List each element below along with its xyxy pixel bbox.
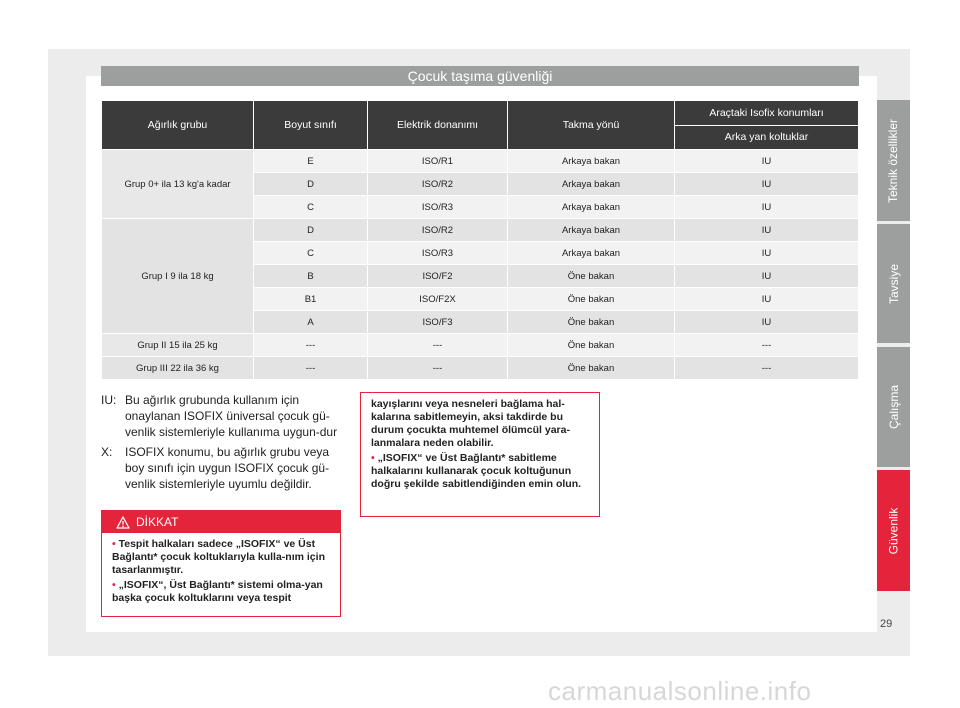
header-device: Elektrik donanımı xyxy=(368,101,507,149)
legend-item xyxy=(101,444,341,492)
device-cell: ISO/R2 xyxy=(368,173,507,195)
position-cell: IU xyxy=(675,219,858,241)
warning-item: • „ISOFIX“ ve Üst Bağlantı* sabitleme halkalarını kullanarak çocuk koltuğunun doğru şekilde sabitlendiğinden emin olun. xyxy=(371,452,582,490)
warning-item: • Tespit halkaları sadece „ISOFIX“ ve Üst Bağlantı* çocuk koltuklarıyla kulla-nım için tasarlanmıştır. xyxy=(112,538,325,576)
direction-cell: Arkaya bakan xyxy=(508,219,674,241)
warning-triangle-icon xyxy=(116,516,130,529)
size-cell: --- xyxy=(254,357,367,379)
position-cell: --- xyxy=(675,357,858,379)
header-rear-side-seats: Arka yan koltuklar xyxy=(675,126,858,150)
weight-group-cell: Grup III 22 ila 36 kg xyxy=(102,357,253,379)
table-row xyxy=(102,219,858,241)
direction-cell: Öne bakan xyxy=(508,357,674,379)
device-cell: --- xyxy=(368,357,507,379)
device-cell: ISO/R1 xyxy=(368,150,507,172)
direction-cell: Arkaya bakan xyxy=(508,242,674,264)
table-body xyxy=(102,150,858,379)
direction-cell: Öne bakan xyxy=(508,288,674,310)
header-direction: Takma yönü xyxy=(508,101,674,149)
table-row xyxy=(102,150,858,172)
watermark: carmanualsonline.info xyxy=(548,676,812,706)
tab-teknik-ozellikler[interactable]: Teknik özellikler xyxy=(877,100,910,221)
direction-cell: Arkaya bakan xyxy=(508,150,674,172)
position-cell: --- xyxy=(675,334,858,356)
direction-cell: Arkaya bakan xyxy=(508,196,674,218)
size-cell: C xyxy=(254,242,367,264)
legend-key: X: xyxy=(101,445,113,459)
header-weight-group: Ağırlık grubu xyxy=(102,101,253,149)
warning-box xyxy=(101,510,341,617)
device-cell: ISO/F2X xyxy=(368,288,507,310)
warning-continued-body xyxy=(361,393,599,491)
device-cell: ISO/R3 xyxy=(368,196,507,218)
warning-body xyxy=(102,533,340,605)
header-size-class: Boyut sınıfı xyxy=(254,101,367,149)
position-cell: IU xyxy=(675,196,858,218)
device-cell: --- xyxy=(368,334,507,356)
device-cell: ISO/R3 xyxy=(368,242,507,264)
direction-cell: Öne bakan xyxy=(508,311,674,333)
position-cell: IU xyxy=(675,265,858,287)
header-isofix-positions: Araçtaki Isofix konumları xyxy=(675,101,858,125)
size-cell: B xyxy=(254,265,367,287)
position-cell: IU xyxy=(675,173,858,195)
bullet-icon: • xyxy=(371,452,375,464)
direction-cell: Öne bakan xyxy=(508,334,674,356)
size-cell: D xyxy=(254,219,367,241)
tab-calisma[interactable]: Çalışma xyxy=(877,347,910,467)
device-cell: ISO/F3 xyxy=(368,311,507,333)
warning-title: DİKKAT xyxy=(136,515,179,529)
tab-guvenlik[interactable]: Güvenlik xyxy=(877,470,910,591)
device-cell: ISO/R2 xyxy=(368,219,507,241)
position-cell: IU xyxy=(675,150,858,172)
position-cell: IU xyxy=(675,288,858,310)
warning-continued-text: kayışlarını veya nesneleri bağlama hal-kalarına sabitlemeyin, aksi takdirde bu durum çocukta muhtemel ölümcül yara-lanmalara neden olabilir. xyxy=(371,398,570,449)
position-cell: IU xyxy=(675,311,858,333)
legend-item xyxy=(101,392,341,440)
tab-tavsiye[interactable]: Tavsiye xyxy=(877,224,910,343)
position-cell: IU xyxy=(675,242,858,264)
legend-key: IU: xyxy=(101,393,117,407)
size-cell: E xyxy=(254,150,367,172)
size-cell: --- xyxy=(254,334,367,356)
weight-group-cell: Grup II 15 ila 25 kg xyxy=(102,334,253,356)
table-row xyxy=(102,334,858,356)
direction-cell: Arkaya bakan xyxy=(508,173,674,195)
weight-group-cell: Grup 0+ ila 13 kg'a kadar xyxy=(102,150,253,218)
warning-item: • „ISOFIX“, Üst Bağlantı* sistemi olma-yan başka çocuk koltuklarını veya tespit xyxy=(112,579,323,604)
legend-text: Bu ağırlık grubunda kullanım için onaylanan ISOFIX üniversal çocuk gü-venlik sistemleriyle kullanıma uygun-dur xyxy=(125,393,338,439)
isofix-table xyxy=(101,100,859,380)
warning-continued-box xyxy=(360,392,600,517)
warning-header xyxy=(102,511,340,533)
bullet-icon: • xyxy=(112,538,116,550)
table-row xyxy=(102,357,858,379)
legend-text: ISOFIX konumu, bu ağırlık grubu veya boy sınıfı için uygun ISOFIX çocuk gü-venlik sistemleriyle uyumlu değildir. xyxy=(125,445,330,491)
size-cell: C xyxy=(254,196,367,218)
bullet-icon: • xyxy=(112,579,116,591)
legend xyxy=(101,392,341,496)
page-number: 29 xyxy=(880,618,893,630)
size-cell: B1 xyxy=(254,288,367,310)
size-cell: A xyxy=(254,311,367,333)
page-title: Çocuk taşıma güvenliği xyxy=(101,66,859,86)
device-cell: ISO/F2 xyxy=(368,265,507,287)
direction-cell: Öne bakan xyxy=(508,265,674,287)
size-cell: D xyxy=(254,173,367,195)
weight-group-cell: Grup I 9 ila 18 kg xyxy=(102,219,253,333)
